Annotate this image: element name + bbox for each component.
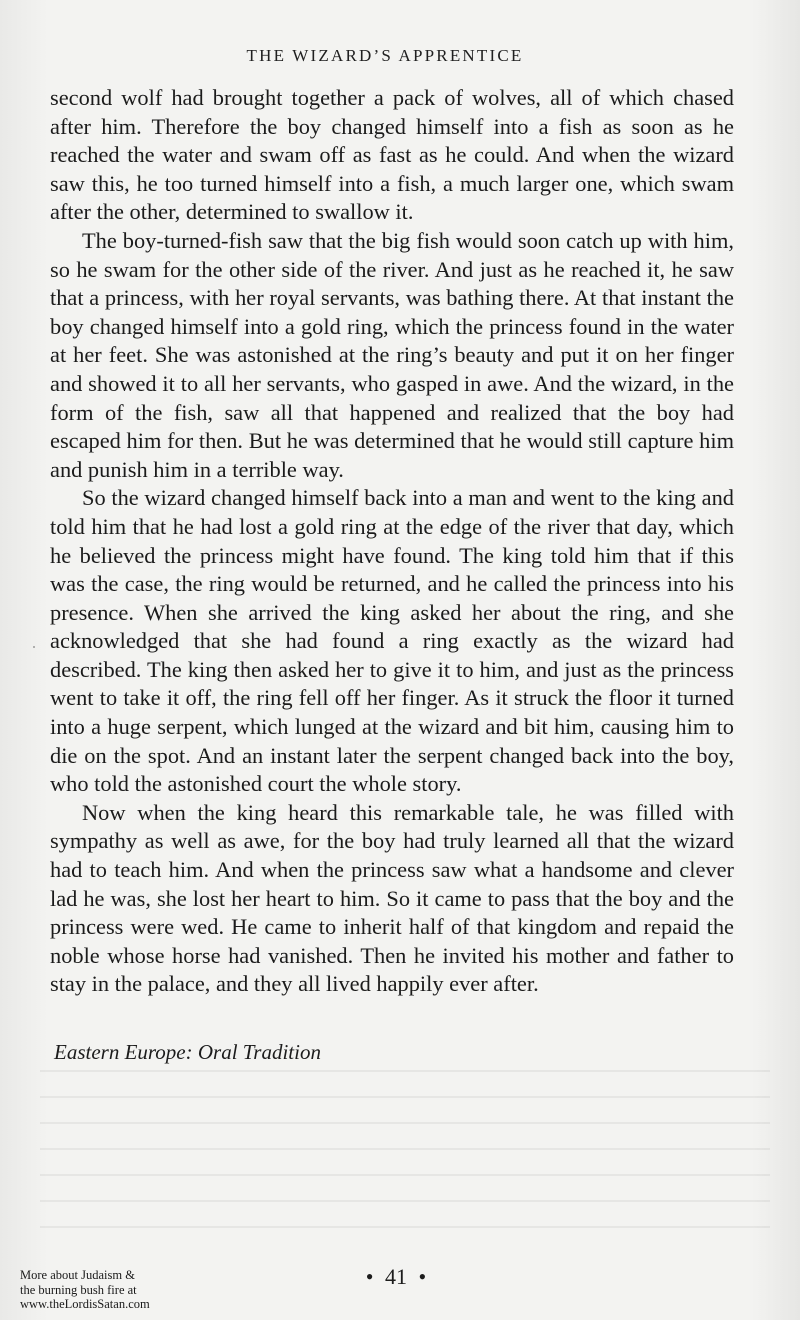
- bleed-through-text: [40, 1070, 770, 1260]
- running-head: THE WIZARD’S APPRENTICE: [246, 46, 524, 65]
- page-number: • 41 •: [365, 1264, 427, 1289]
- paragraph: Now when the king heard this remarkable tale, he was filled with sympathy as well as awe, for the boy had truly learned all that the wizard had to teach him. And when the princess saw what a handsome and clever lad he was, she lost her heart to him. So it came to pass that the boy and the princess were wed. He came to inherit half of that kingdom and repaid the noble whose horse had vanished. Then he invited his mother and father to stay in the palace, and they all lived happily ever after.: [50, 799, 734, 997]
- footer-note: [20, 1268, 220, 1312]
- footer-note-line: the burning bush fire at: [20, 1282, 137, 1297]
- body-text: [50, 84, 734, 999]
- paragraph: second wolf had brought together a pack of wolves, all of which chased after him. Therefore the boy changed himself into a fish as soon as he reached the water and swam off as fast as he could. And when the wizard saw this, he too turned himself into a fish, a much larger one, which swam after the other, determined to swallow it.: [50, 85, 734, 225]
- paragraph: So the wizard changed himself back into a man and went to the king and told him that he had lost a gold ring at the edge of the river that day, which he believed the princess might have found. The king told him that if this was the case, the ring would be returned, and he called the princess into his presence. When she arrived the king asked her about the ring, and she acknowledged that she had found a ring exactly as the wizard had described. The king then asked her to give it to him, and just as the princess went to take it off, the ring fell off her finger. As it struck the floor it turned into a huge serpent, which lunged at the wizard and bit him, causing him to die on the spot. And an instant later the serpent changed back into the boy, who told the astonished court the whole story.: [50, 485, 734, 797]
- footer-note-line: More about Judaism &: [20, 1268, 135, 1282]
- footer-note-link[interactable]: www.theLordisSatan.com: [20, 1297, 150, 1311]
- paragraph: The boy-turned-fish saw that the big fish would soon catch up with him, so he swam for the other side of the river. And just as he reached it, he saw that a princess, with her royal servants, was bathing there. At that instant the boy changed himself into a gold ring, which the princess found in the water at her feet. She was astonished at the ring’s beauty and put it on her finger and showed it to all her servants, who gasped in awe. And the wizard, in the form of the fish, saw all that happened and realized that the boy had escaped him for then. But he was determined that he would still capture him and punish him in a terrible way.: [50, 227, 734, 482]
- scan-speck: [33, 646, 35, 648]
- source-attribution: Eastern Europe: Oral Tradition: [54, 1040, 321, 1064]
